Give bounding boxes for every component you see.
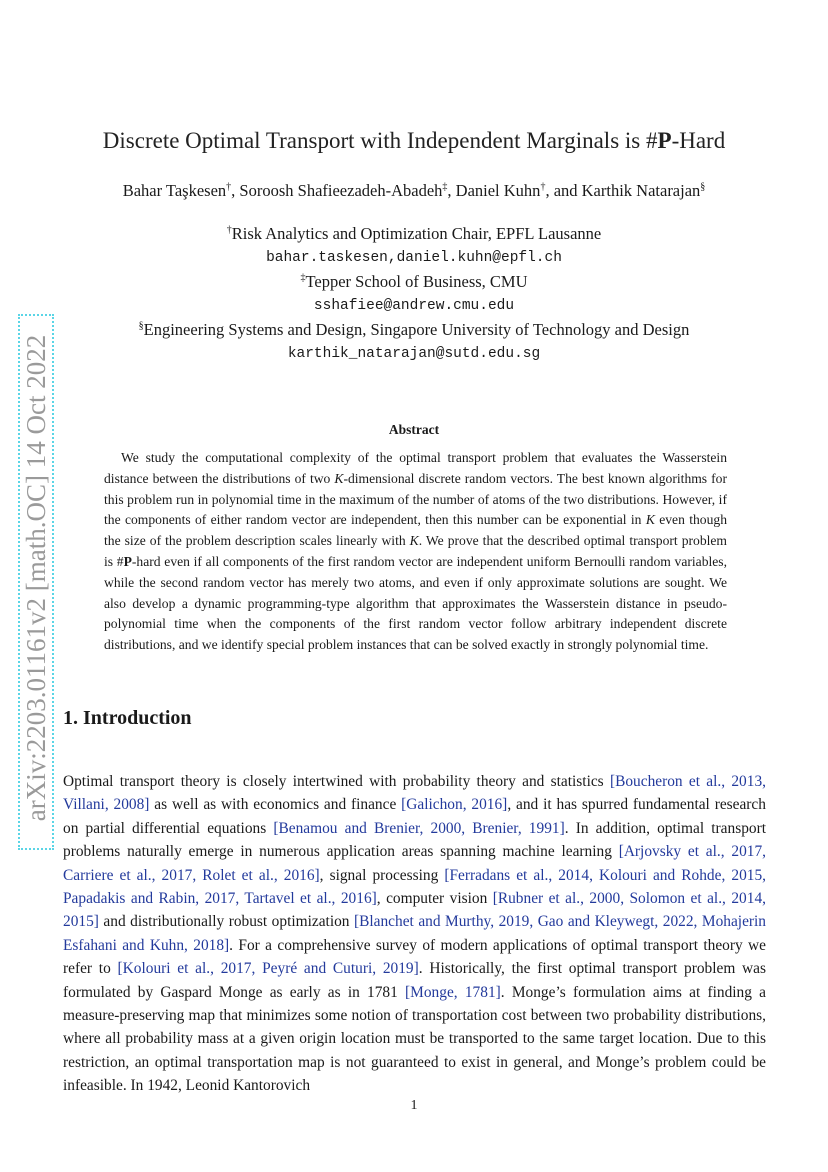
citation-link[interactable]: [Galichon, 2016] bbox=[401, 796, 508, 814]
text-run: , signal processing bbox=[319, 866, 445, 884]
title-bold: P bbox=[657, 128, 672, 153]
title-suffix: -Hard bbox=[671, 128, 726, 153]
text-run: . We prove that the described optimal transport problem is # bbox=[104, 533, 727, 569]
citation-link[interactable]: [Kolouri et al., 2017, Peyré and Cuturi, 2019] bbox=[117, 960, 419, 978]
text-run: , and it has spurred fundamental research on partial differential equations bbox=[63, 796, 766, 837]
text-run: . Monge’s formulation aims at finding a measure-preserving map that minimizes some notion of transportation cost between two probability distributions, where all probability mass at a given origin location must be transported to the same target location. Due to this restriction, an optimal transportation map is not guaranteed to exist in general, and Monge’s problem could be infeasible. In 1942, Leonid Kantorovich bbox=[63, 983, 766, 1095]
affiliation-name: Engineering Systems and Design, Singapore University of Technology and Design bbox=[143, 320, 690, 339]
affiliation bbox=[40, 320, 788, 340]
affiliation-email[interactable]: karthik_natarajan@sutd.edu.sg bbox=[287, 346, 541, 362]
abstract-heading: Abstract bbox=[388, 422, 440, 437]
affiliation-email[interactable]: sshafiee@andrew.cmu.edu bbox=[313, 298, 515, 314]
author-name: Daniel Kuhn bbox=[455, 181, 541, 200]
affiliation-email[interactable]: bahar.taskesen,daniel.kuhn@epfl.ch bbox=[266, 250, 562, 266]
text-run: -dimensional discrete random vectors. The best known algorithms for this problem run in polynomial time in the maximum of the number of atoms of the two distributions. However, if the components of either random vector are independent, then this number can be exponential in bbox=[104, 470, 727, 528]
author-mark: † bbox=[540, 181, 546, 193]
citation-link[interactable]: [Ferradans et al., 2014, Kolouri and Rohde, 2015, Papadakis and Rabin, 2017, Tartavel et al., 2016] bbox=[63, 866, 766, 908]
math-variable: K bbox=[645, 512, 655, 528]
section-heading bbox=[63, 707, 192, 730]
text-run: . Historically, the first optimal transport problem was formulated by Gaspard Monge as early as in 1781 bbox=[63, 960, 766, 1001]
bold-symbol: P bbox=[123, 553, 132, 569]
text-run: We study the computational complexity of the optimal transport problem that evaluates the Wasserstein distance between the distributions of two bbox=[104, 450, 727, 486]
author-name: Soroosh Shafieezadeh-Abadeh bbox=[239, 181, 443, 200]
paper-title bbox=[40, 128, 788, 154]
text-run: as well as with economics and finance bbox=[149, 796, 402, 814]
affiliation-name: Tepper School of Business, CMU bbox=[305, 272, 528, 291]
arxiv-stamp[interactable]: arXiv:2203.01161v2 [math.OC] 14 Oct 2022 bbox=[21, 334, 51, 822]
citation-link[interactable]: [Benamou and Brenier, 2000, Brenier, 1991] bbox=[273, 819, 565, 837]
author-mark: § bbox=[700, 181, 706, 193]
text-run: Optimal transport theory is closely intertwined with probability theory and statistics bbox=[63, 773, 610, 790]
affiliation-mark: § bbox=[138, 320, 144, 332]
text-run: -hard even if all components of the first random vector are independent uniform Bernoulli random variables, while the second random vector has merely two atoms, and even if only approximate solutions are sought. We also develop a dynamic programming-type algorithm that approximates the Wasserstein distance in pseudo-polynomial time when the components of the first random vector follow arbitrary independent discrete distributions, and we identify special problem instances that can be solved exactly in strongly polynomial time. bbox=[104, 553, 727, 653]
author-separator: , bbox=[231, 181, 240, 200]
text-run: . In addition, optimal transport problems naturally emerge in numerous application areas spanning machine learning bbox=[63, 819, 766, 861]
text-run: and distributionally robust optimization bbox=[98, 913, 354, 931]
section-title: Introduction bbox=[83, 707, 192, 729]
affiliation bbox=[40, 224, 788, 244]
intro-paragraph bbox=[63, 770, 766, 1098]
affiliation bbox=[40, 272, 788, 292]
citation-link[interactable]: [Arjovsky et al., 2017, Carriere et al., 2017, Rolet et al., 2016] bbox=[63, 843, 767, 884]
citation-link[interactable]: [Monge, 1781] bbox=[405, 983, 501, 1001]
author-mark: ‡ bbox=[442, 181, 448, 193]
citation-link[interactable]: [Boucheron et al., 2013, Villani, 2008] bbox=[63, 773, 766, 814]
text-run: . For a comprehensive survey of modern applications of optimal transport theory we refer to bbox=[63, 936, 766, 978]
abstract-text bbox=[104, 448, 727, 656]
math-variable: K bbox=[334, 470, 344, 486]
author-name: Bahar Taşkesen bbox=[122, 181, 227, 200]
author-separator: , bbox=[447, 181, 456, 200]
author-name: Karthik Natarajan bbox=[581, 181, 701, 200]
author-mark: † bbox=[226, 181, 232, 193]
citation-link[interactable]: [Blanchet and Murthy, 2019, Gao and Kleywegt, 2022, Mohajerin Esfahani and Kuhn, 2018] bbox=[63, 913, 766, 954]
title-prefix: Discrete Optimal Transport with Independent Marginals is # bbox=[102, 128, 658, 153]
affiliation-mark: ‡ bbox=[300, 272, 306, 284]
affiliation-name: Risk Analytics and Optimization Chair, EPFL Lausanne bbox=[231, 224, 602, 243]
author-list bbox=[40, 181, 788, 201]
text-run: even though the size of the problem description scales linearly with bbox=[104, 512, 727, 549]
section-number: 1. bbox=[63, 707, 78, 729]
page-number: 1 bbox=[410, 1098, 418, 1113]
author-separator: , and bbox=[545, 181, 582, 200]
math-variable: K bbox=[409, 533, 419, 549]
text-run: , computer vision bbox=[376, 890, 493, 908]
affiliation-mark: † bbox=[226, 224, 232, 236]
citation-link[interactable]: [Rubner et al., 2000, Solomon et al., 2014, 2015] bbox=[63, 890, 766, 931]
